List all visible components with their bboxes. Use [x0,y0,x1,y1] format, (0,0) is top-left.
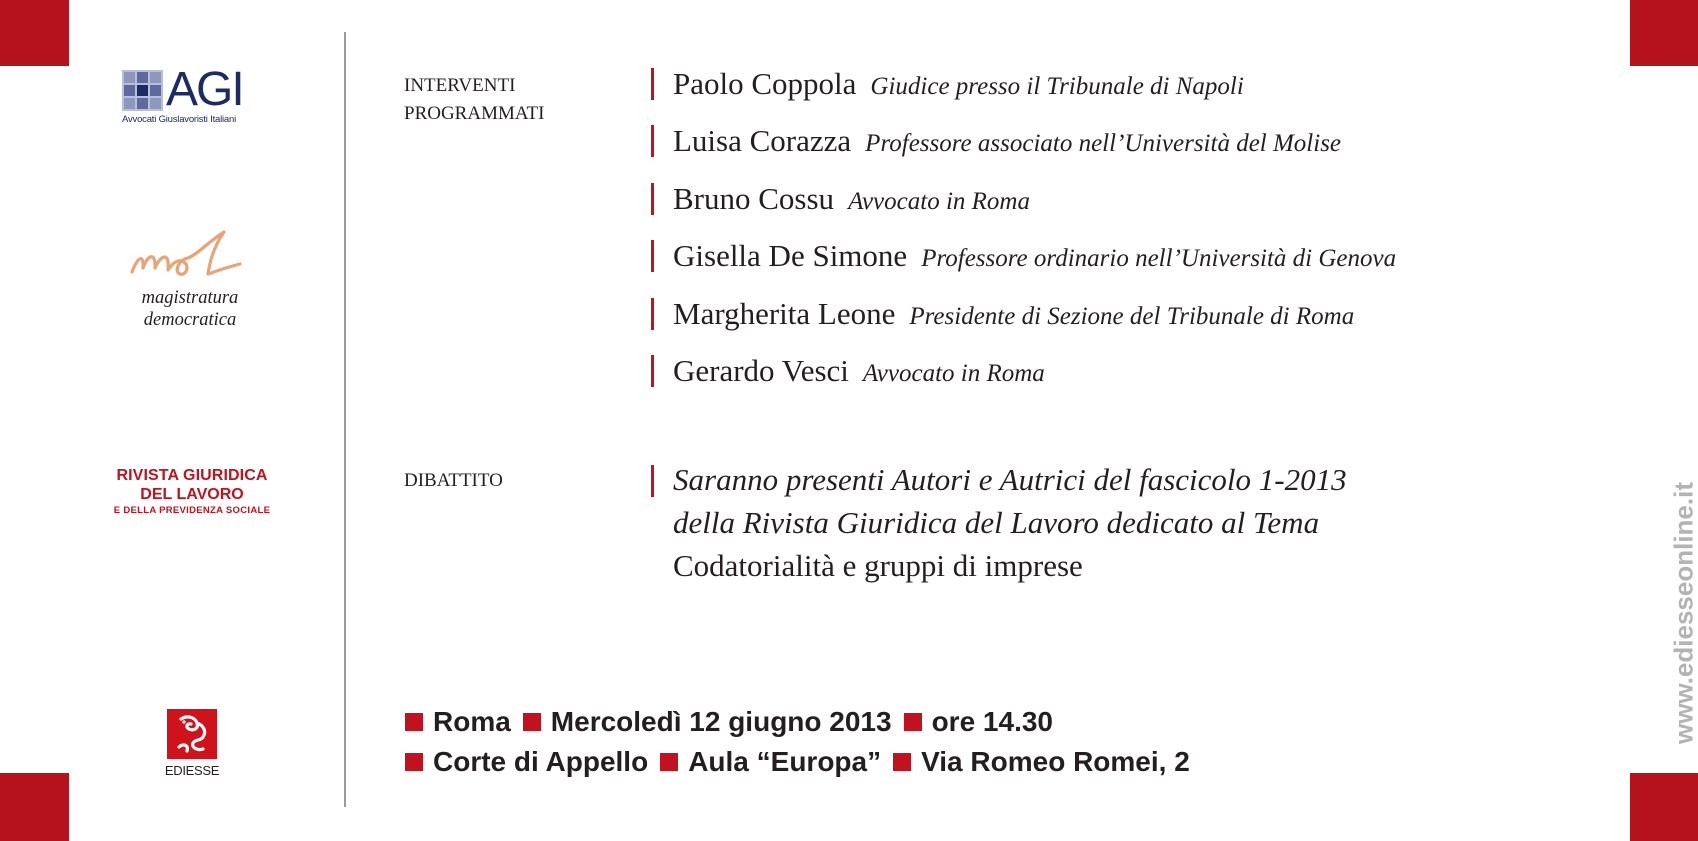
speaker-name: Paolo Coppola [673,66,857,101]
speaker-item [651,121,1396,178]
bullet-square-icon [405,753,423,771]
label-interventi [404,72,544,128]
agi-logo [122,63,252,128]
venue-address: Via Romeo Romei, 2 [921,746,1190,777]
ediesse-logo [160,709,224,778]
website-vertical [1661,458,1698,768]
venue-time: ore 14.30 [931,706,1053,737]
dibattito-line1: Saranno presenti Autori e Autrici del fascicolo 1-2013 [673,462,1347,497]
md-name-line2: democratica [143,310,237,330]
md-logo [120,228,260,338]
bullet-square-icon [405,713,423,731]
speaker-item [651,351,1396,408]
agi-subtitle: Avvocati Giuslavoristi Italiani [122,114,237,125]
label-dibattito: DIBATTITO [404,470,503,491]
dibattito-block [651,458,1347,587]
ediesse-horse-icon [167,709,217,759]
agi-grid-icon [122,70,163,111]
label-interventi-line2: PROGRAMMATI [404,103,545,124]
venue-block [405,702,1202,782]
md-signature-icon [128,228,248,286]
bullet-square-icon [904,713,922,731]
corner-block-top-right [1630,0,1698,66]
bullet-square-icon [523,713,541,731]
ediesse-wordmark: EDIESSE [164,763,220,778]
venue-row-2 [405,742,1202,782]
rivista-line2: DEL LAVORO [140,486,244,503]
speaker-role: Professore ordinario nell’Università di Genova [921,245,1397,273]
corner-block-bottom-right [1630,773,1698,841]
speaker-list [651,64,1396,408]
speaker-role: Giudice presso il Tribunale di Napoli [870,73,1244,100]
rivista-line1: RIVISTA GIURIDICA [116,467,268,484]
speaker-name: Bruno Cossu [673,180,835,216]
speaker-item [651,294,1396,351]
rivista-logo [92,466,292,518]
speaker-name: Luisa Corazza [673,123,852,159]
venue-city: Roma [433,706,511,737]
speaker-item [651,236,1396,293]
md-name-line1: magistratura [141,288,239,308]
corner-block-top-left [0,0,69,66]
speaker-role: Avvocato in Roma [848,187,1030,215]
speaker-name: Margherita Leone [673,295,896,331]
speaker-item [651,179,1396,236]
speaker-role: Professore associato nell’Università del Molise [865,130,1342,158]
venue-room: Aula “Europa” [688,746,882,777]
venue-court: Corte di Appello [433,746,649,777]
dibattito-theme: Codatorialità e gruppi di imprese [673,548,1083,583]
speaker-role: Presidente di Sezione del Tribunale di Roma [909,302,1355,330]
rivista-line3: E DELLA PREVIDENZA SOCIALE [113,505,271,516]
bullet-square-icon [893,753,911,771]
speaker-role: Avvocato in Roma [862,359,1045,387]
agi-wordmark: AGI [166,63,243,116]
corner-block-bottom-left [0,773,69,841]
label-interventi-line1: INTERVENTI [404,75,516,96]
bullet-square-icon [660,753,678,771]
speaker-name: Gisella De Simone [673,238,908,274]
vertical-divider [344,32,346,807]
dibattito-line2: della Rivista Giuridica del Lavoro dedicato al Tema [673,505,1320,540]
speaker-name: Gerardo Vesci [673,352,849,388]
website-url: www.ediesseonline.it [1668,482,1698,744]
venue-date: Mercoledì 12 giugno 2013 [550,706,892,737]
venue-row-1 [405,702,1202,742]
speaker-item [651,64,1396,121]
